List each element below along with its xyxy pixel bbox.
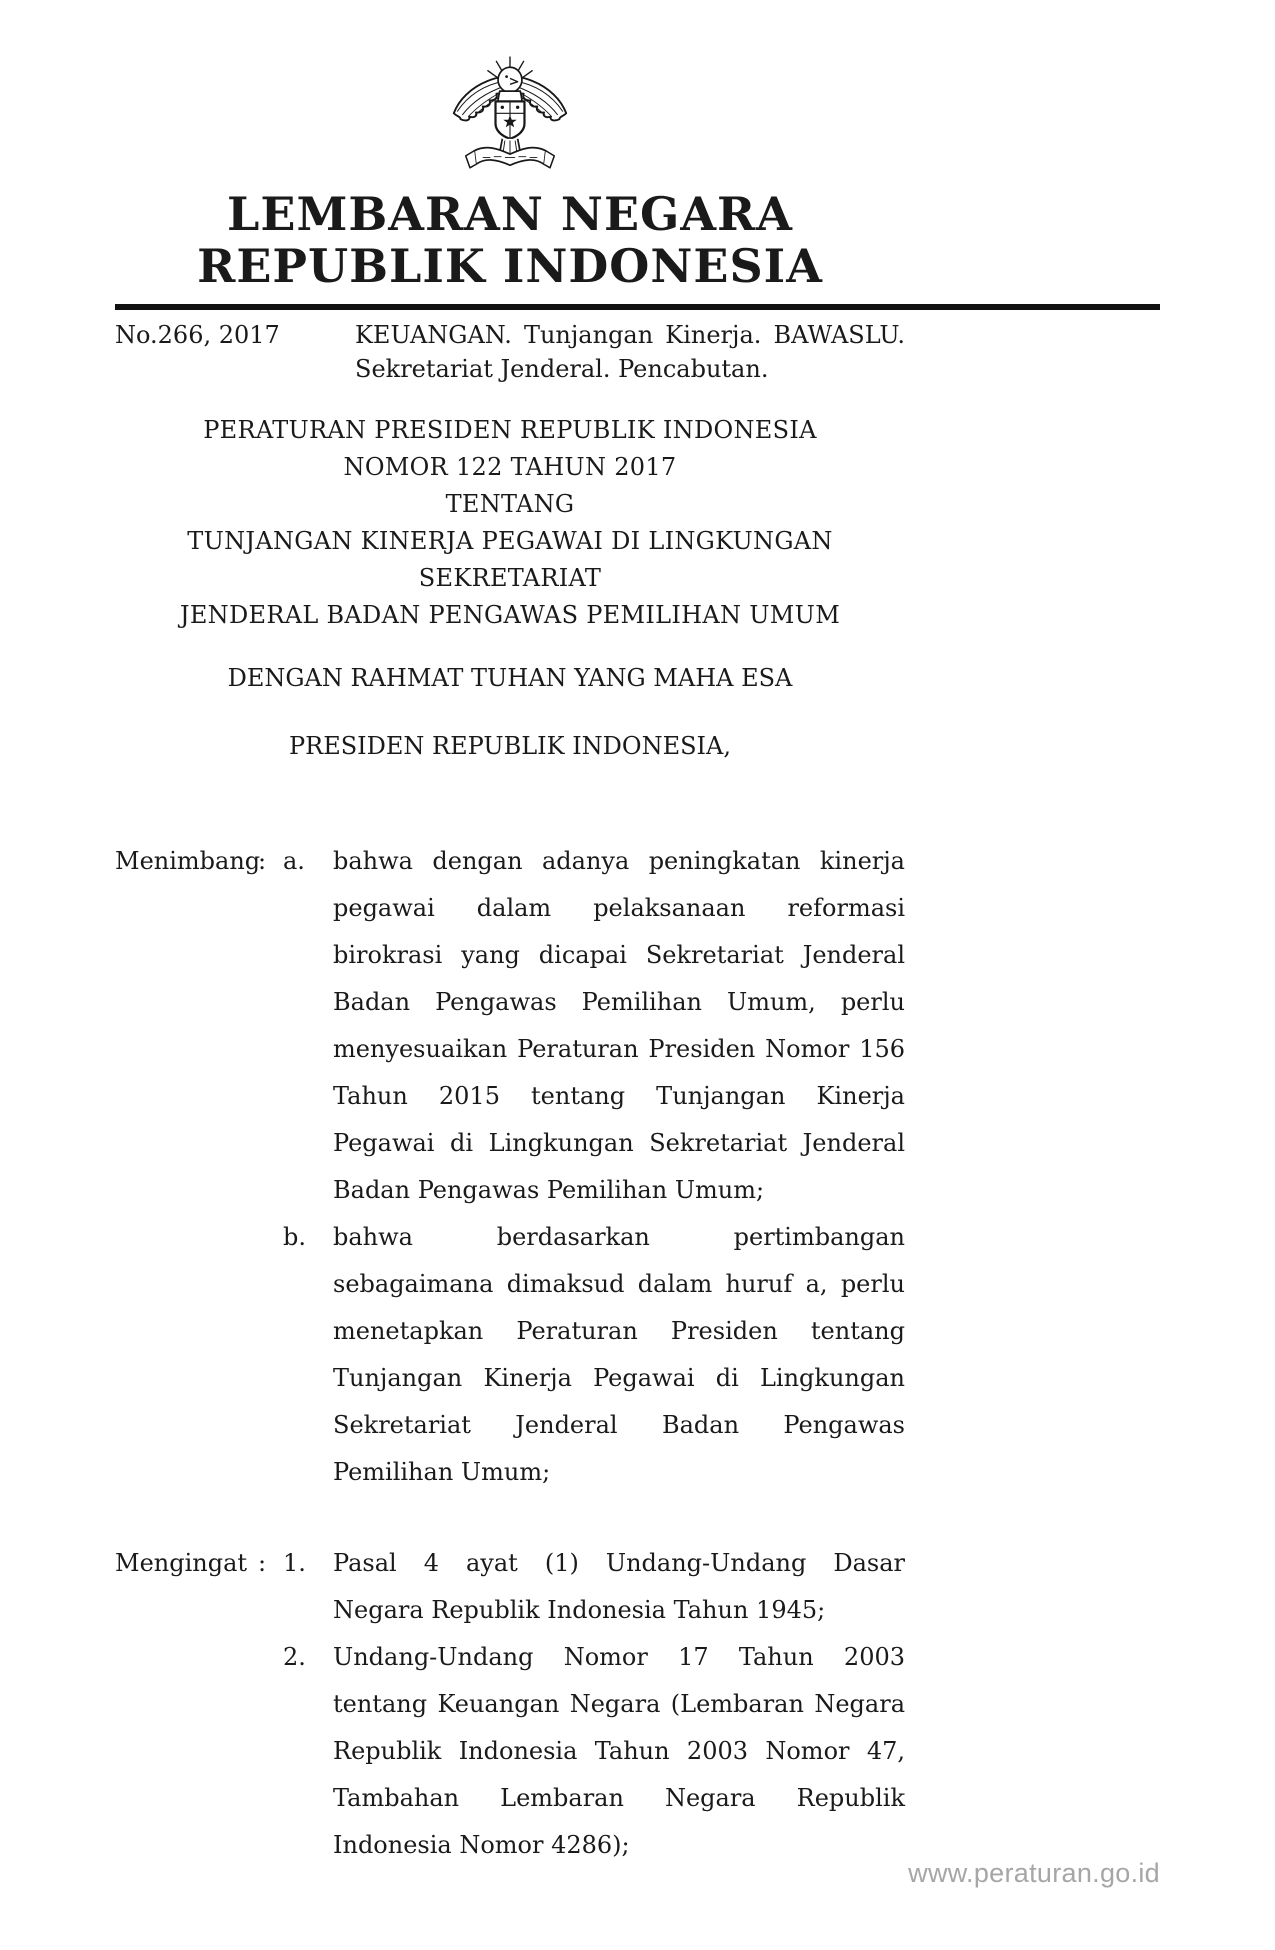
mengingat-item-2-text: Undang-Undang Nomor 17 Tahun 2003 tentang Keuangan Negara (Lembaran Negara Republik Indonesia Tahun 2003 Nomor 47, Tambahan Lembaran Negara Republik Indonesia Nomor 4286); <box>333 1643 905 1859</box>
menimbang-label: Menimbang <box>115 847 261 875</box>
invocation-line: DENGAN RAHMAT TUHAN YANG MAHA ESA <box>227 664 793 692</box>
mengingat-item-2-marker: 2. <box>283 1643 306 1671</box>
regulation-title-line2: NOMOR 122 TAHUN 2017 <box>343 453 677 481</box>
mengingat-item-1-text: Pasal 4 ayat (1) Undang-Undang Dasar Negara Republik Indonesia Tahun 1945; <box>333 1549 905 1624</box>
regulation-title-line3: TENTANG <box>445 490 575 518</box>
mengingat-section <box>115 1540 905 1869</box>
watermark-url: www.peraturan.go.id <box>908 1858 1160 1888</box>
menimbang-separator: : <box>258 847 267 875</box>
mengingat-label: Mengingat <box>115 1549 248 1577</box>
menimbang-item-b-text: bahwa berdasarkan pertimbangan sebagaimana dimaksud dalam huruf a, perlu menetapkan Peraturan Presiden tentang Tunjangan Kinerja Pegawai di Lingkungan Sekretariat Jenderal Badan Pengawas Pemilihan Umum; <box>333 1223 905 1486</box>
mengingat-item-2 <box>115 1634 905 1869</box>
masthead-line2: REPUBLIK INDONESIA <box>197 239 823 293</box>
menimbang-section <box>115 838 905 1496</box>
masthead-rule <box>115 304 1160 310</box>
regulation-title-line5: JENDERAL BADAN PENGAWAS PEMILIHAN UMUM <box>179 601 841 629</box>
gazette-number: No.266, 2017 <box>115 321 280 349</box>
menimbang-item-a-marker: a. <box>283 847 305 875</box>
menimbang-item-a <box>115 838 905 1214</box>
regulation-title-line1: PERATURAN PRESIDEN REPUBLIK INDONESIA <box>203 416 817 444</box>
authority-line: PRESIDEN REPUBLIK INDONESIA, <box>288 732 731 760</box>
masthead-title <box>115 188 905 292</box>
mengingat-item-1 <box>115 1540 905 1634</box>
mengingat-item-1-marker: 1. <box>283 1549 306 1577</box>
menimbang-item-b-marker: b. <box>283 1223 306 1251</box>
menimbang-item-a-text: bahwa dengan adanya peningkatan kinerja pegawai dalam pelaksanaan reformasi birokrasi yang dicapai Sekretariat Jenderal Badan Pengawas Pemilihan Umum, perlu menyesuaikan Peraturan Presiden Nomor 156 Tahun 2015 tentang Tunjangan Kinerja Pegawai di Lingkungan Sekretariat Jenderal Badan Pengawas Pemilihan Umum; <box>333 847 905 1204</box>
subject-line-2: Sekretariat Jenderal. Pencabutan. <box>355 355 769 383</box>
mengingat-separator: : <box>258 1549 267 1577</box>
gazette-subject <box>355 318 905 386</box>
regulation-title-block <box>115 412 905 634</box>
gazette-header-row <box>115 318 905 386</box>
subject-line-1: KEUANGAN. Tunjangan Kinerja. BAWASLU. <box>355 321 905 349</box>
menimbang-item-b <box>115 1214 905 1496</box>
garuda-pancasila-icon <box>450 40 570 178</box>
regulation-title-line4: TUNJANGAN KINERJA PEGAWAI DI LINGKUNGAN SEKRETARIAT <box>187 527 833 592</box>
masthead-line1: LEMBARAN NEGARA <box>227 187 793 241</box>
preamble-clauses <box>115 838 905 1869</box>
garuda-pancasila-emblem <box>115 0 905 178</box>
